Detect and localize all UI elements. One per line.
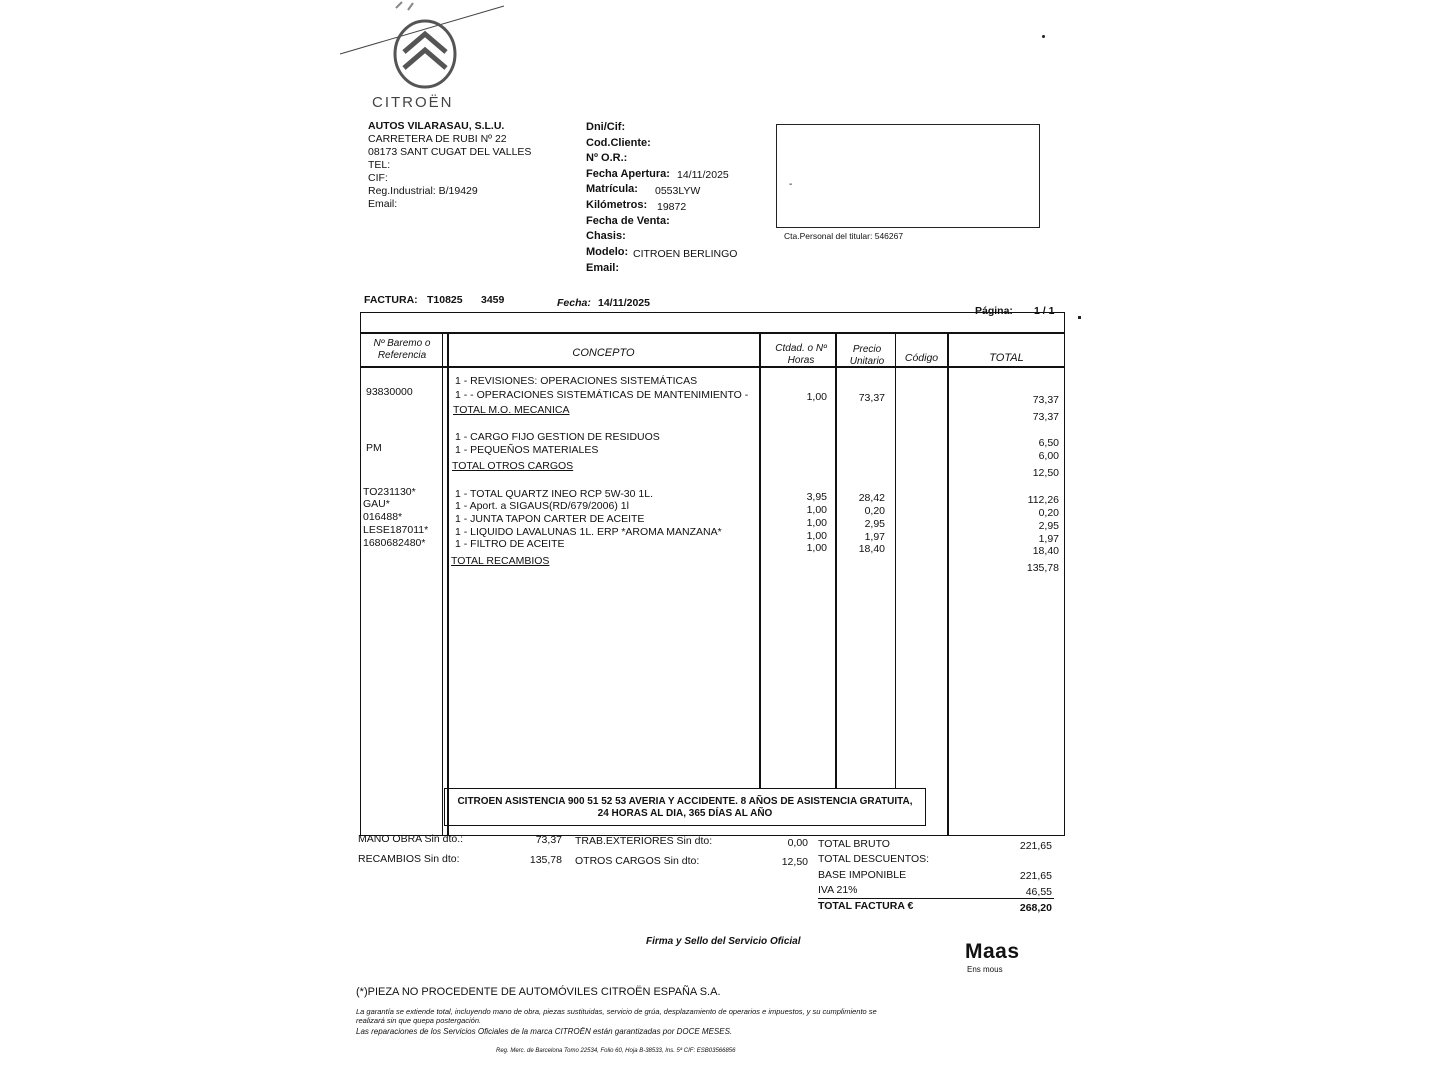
total-factura-value: 268,20 xyxy=(1019,902,1052,914)
scan-dot-2 xyxy=(1078,316,1081,319)
trab-ext-label: TRAB.EXTERIORES Sin dto: xyxy=(575,835,713,847)
table-top-rule xyxy=(360,332,1065,334)
total-cell: 0,20 xyxy=(1038,507,1059,519)
client-email-label: Email: xyxy=(586,262,620,274)
assistance-line-2: 24 HORAS AL DIA, 365 DÍAS AL AÑO xyxy=(597,808,773,819)
company-tel-label: TEL: xyxy=(368,159,391,171)
company-name: AUTOS VILARASAU, S.L.U. xyxy=(368,120,505,132)
base-imponible-label: BASE IMPONIBLE xyxy=(818,869,907,881)
col-sep-2 xyxy=(759,332,761,789)
concept-subtotal: TOTAL M.O. MECANICA xyxy=(453,404,570,416)
modelo-value: CITROEN BERLINGO xyxy=(633,248,738,260)
total-cell: 1,97 xyxy=(1038,533,1059,545)
mano-obra-value: 73,37 xyxy=(535,834,562,846)
pieza-note: (*)PIEZA NO PROCEDENTE DE AUTOMÓVILES CITROËN ESPAÑA S.A. xyxy=(356,986,721,998)
total-cell: 73,37 xyxy=(1032,411,1059,423)
concept-line: 1 - Aport. a SIGAUS(RD/679/2006) 1l xyxy=(455,500,629,512)
fecha-apertura-label: Fecha Apertura: xyxy=(586,168,670,180)
maas-tagline: Ens mous xyxy=(967,965,1003,974)
concept-line: 1 - JUNTA TAPON CARTER DE ACEITE xyxy=(455,513,645,525)
header-concepto: CONCEPTO xyxy=(572,347,635,359)
total-factura-label: TOTAL FACTURA € xyxy=(818,900,914,912)
scan-dot xyxy=(1042,35,1045,38)
concept-line: 1 - CARGO FIJO GESTION DE RESIDUOS xyxy=(455,431,660,443)
factura-label: FACTURA: xyxy=(364,294,418,306)
col-sep-5 xyxy=(947,332,949,836)
matricula-value: 0553LYW xyxy=(655,185,701,197)
col-sep-1 xyxy=(442,332,443,836)
iva-label: IVA 21% xyxy=(818,884,858,896)
total-cell: 135,78 xyxy=(1026,562,1059,574)
address-box-mark: - xyxy=(789,179,793,190)
iva-value: 46,55 xyxy=(1025,886,1052,898)
total-cell: 6,00 xyxy=(1038,450,1059,462)
total-bruto-value: 221,65 xyxy=(1019,840,1052,852)
firma-sello: Firma y Sello del Servicio Oficial xyxy=(646,936,801,947)
qty-cell: 1,00 xyxy=(806,517,827,529)
table-header-rule xyxy=(360,366,1065,368)
pagina-value: 1 / 1 xyxy=(1034,305,1055,317)
chasis-label: Chasis: xyxy=(586,230,626,242)
base-imponible-value: 221,65 xyxy=(1019,870,1052,882)
cod-cliente-label: Cod.Cliente: xyxy=(586,137,651,149)
fecha-venta-label: Fecha de Venta: xyxy=(586,215,670,227)
concept-line: 1 - FILTRO DE ACEITE xyxy=(455,538,565,550)
col-sep-3 xyxy=(835,332,837,789)
company-email-label: Email: xyxy=(368,198,398,210)
col-sep-1b xyxy=(447,332,449,836)
company-reg-industrial: Reg.Industrial: B/19429 xyxy=(368,185,478,197)
dni-label: Dni/Cif: xyxy=(586,121,626,133)
ref-cell: TO231130* xyxy=(363,486,416,498)
factura-number: 3459 xyxy=(481,294,505,306)
cta-personal: Cta.Personal del titular: 546267 xyxy=(784,231,904,241)
col-sep-4 xyxy=(895,332,896,789)
concept-subtotal: TOTAL OTROS CARGOS xyxy=(452,460,574,472)
concept-line: 1 - PEQUEÑOS MATERIALES xyxy=(455,444,599,456)
registro-mercantil: Reg. Merc. de Barcelona Tomo 22534, Folio 60, Hoja B-38533, Ins. 5ª CIF: ESB03566856 xyxy=(496,1048,736,1054)
total-cell: 112,26 xyxy=(1027,494,1059,506)
concept-line: 1 - TOTAL QUARTZ INEO RCP 5W-30 1L. xyxy=(455,488,654,500)
fecha-label: Fecha: xyxy=(557,297,591,309)
garantia-line-3: Las reparaciones de los Servicios Oficiales de la marca CITROËN están garantizadas por DOCE MESES. xyxy=(356,1027,733,1036)
factura-series: T10825 xyxy=(427,294,463,306)
total-cell: 6,50 xyxy=(1038,437,1059,449)
assistance-banner xyxy=(444,788,926,826)
price-cell: 1,97 xyxy=(864,531,885,543)
concept-line: 1 - REVISIONES: OPERACIONES SISTEMÁTICAS xyxy=(455,375,698,387)
fecha-apertura-value: 14/11/2025 xyxy=(677,169,729,181)
qty-cell: 1,00 xyxy=(806,391,827,403)
total-cell: 2,95 xyxy=(1038,520,1059,532)
ref-cell: PM xyxy=(366,442,382,454)
otros-cargos-value: 12,50 xyxy=(781,856,808,868)
price-cell: 2,95 xyxy=(864,518,885,530)
otros-cargos-label: OTROS CARGOS Sin dto: xyxy=(575,855,700,867)
garantia-line-1: La garantía se extiende total, incluyendo mano de obra, piezas sustituidas, servicio de grúa, desplazamiento de operarios e impuestos, y su cumplimiento se xyxy=(356,1007,877,1016)
company-address: CARRETERA DE RUBI Nº 22 xyxy=(368,133,507,145)
concept-line: 1 - - OPERACIONES SISTEMÁTICAS DE MANTENIMIENTO - xyxy=(455,389,749,401)
matricula-label: Matrícula: xyxy=(586,183,638,195)
maas-logo: Maas xyxy=(965,940,1020,963)
brand-name: CITROËN xyxy=(372,94,454,111)
header-precio: Precio Unitario xyxy=(849,344,885,367)
price-cell: 0,20 xyxy=(864,505,885,517)
ref-cell: LESE187011* xyxy=(363,524,429,536)
citroen-logo-icon xyxy=(392,18,458,90)
total-cell: 12,50 xyxy=(1032,467,1059,479)
qty-cell: 1,00 xyxy=(806,530,827,542)
total-descuentos-label: TOTAL DESCUENTOS: xyxy=(818,853,930,865)
mano-obra-label: MANO OBRA Sin dto.: xyxy=(358,833,464,845)
total-cell: 73,37 xyxy=(1032,394,1059,406)
price-cell: 28,42 xyxy=(858,492,885,504)
modelo-label: Modelo: xyxy=(586,246,629,258)
ref-cell: 1680682480* xyxy=(363,537,426,549)
recambios-value: 135,78 xyxy=(529,854,562,866)
header-total: TOTAL xyxy=(989,352,1024,364)
company-cif-label: CIF: xyxy=(368,172,388,184)
recambios-label: RECAMBIOS Sin dto: xyxy=(358,853,460,865)
ref-cell: 93830000 xyxy=(366,386,413,398)
ref-cell: 016488* xyxy=(363,511,403,523)
kilometros-value: 19872 xyxy=(657,201,687,213)
trab-ext-value: 0,00 xyxy=(787,837,808,849)
summary-rule xyxy=(818,898,1054,899)
total-cell: 18,40 xyxy=(1032,545,1059,557)
ref-cell: GAU* xyxy=(363,498,390,510)
qty-cell: 1,00 xyxy=(806,504,827,516)
assistance-line-1: CITROEN ASISTENCIA 900 51 52 53 AVERIA Y ACCIDENTE. 8 AÑOS DE ASISTENCIA GRATUITA, xyxy=(457,796,913,807)
qty-cell: 3,95 xyxy=(806,491,827,503)
company-city: 08173 SANT CUGAT DEL VALLES xyxy=(368,146,532,158)
fecha-value: 14/11/2025 xyxy=(598,297,650,309)
header-codigo: Código xyxy=(904,352,939,364)
or-label: Nº O.R.: xyxy=(586,152,628,164)
address-window-box xyxy=(776,124,1040,228)
concept-line: 1 - LIQUIDO LAVALUNAS 1L. ERP *AROMA MANZANA* xyxy=(455,526,722,538)
concept-subtotal: TOTAL RECAMBIOS xyxy=(451,555,550,567)
header-cantidad: Ctdad. o Nº Horas xyxy=(775,343,827,366)
pagina-label: Página: xyxy=(975,305,1013,317)
garantia-line-2: realizará sin que quepa postergación. xyxy=(356,1016,482,1025)
qty-cell: 1,00 xyxy=(806,542,827,554)
header-ref: Nº Baremo o Referencia xyxy=(373,338,431,361)
price-cell: 18,40 xyxy=(858,543,885,555)
kilometros-label: Kilómetros: xyxy=(586,199,648,211)
price-cell: 73,37 xyxy=(858,392,885,404)
total-bruto-label: TOTAL BRUTO xyxy=(818,838,890,850)
